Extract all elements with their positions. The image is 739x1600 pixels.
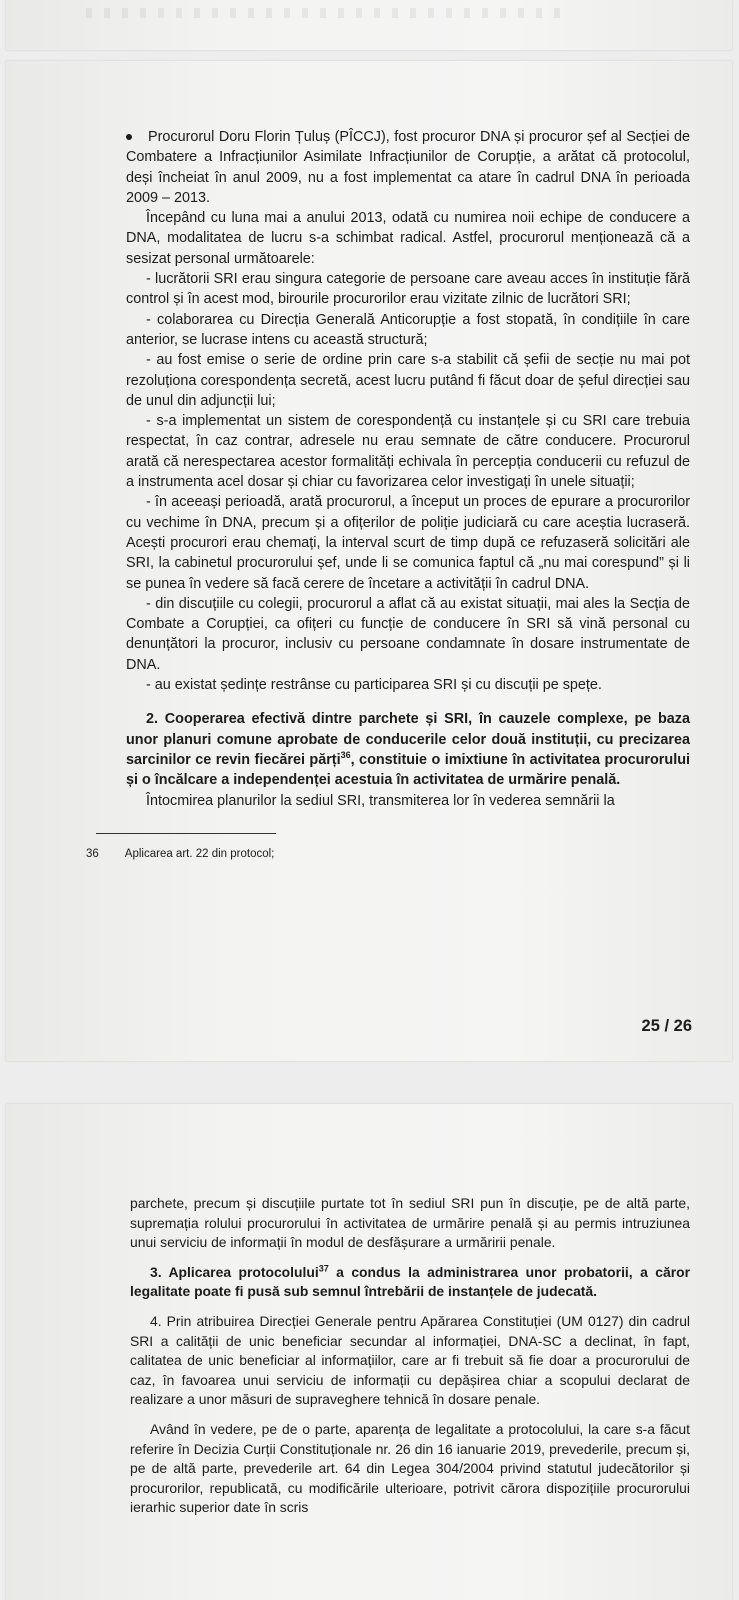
section-heading-3 [130, 1263, 690, 1302]
footnote-text: Aplicarea art. 22 din protocol; [124, 847, 275, 860]
heading-text: 2. Cooperarea efectivă dintre parchete și SRI, în cauzele complexe, pe baza unor planuri comune aprobate de conducerile celor două instituții, cu precizarea sarcinilor ce revin fiecărei părți [126, 711, 690, 768]
bullet-paragraph [126, 127, 690, 208]
bullet-dot-icon [126, 134, 132, 140]
paragraph: Având în vedere, pe de o parte, aparența de legalitate a protocolului, la care s-a făcut referire în Decizia Curții Constituționale nr. 26 din 16 ianuarie 2019, prevederile, precum și, pe de altă parte, prevederile art. 64 din Legea 304/2004 privind statutul judecătorilor și procurorilor, republicată, cu modificările ulterioare, potrivit cărora dispozițiile procurorului ierarhic superior date în scris [130, 1420, 690, 1516]
list-item: - din discuțiile cu colegii, procurorul a aflat că au existat situații, mai ales la Secția de Combate a Corupției, ca ofițeri cu funcție de conducere în SRI să vină personal cu denunțători la procuror, inclusiv cu persoane condamnate în dosare instrumentate de DNA. [126, 595, 690, 673]
previous-page-edge [6, 0, 732, 50]
paragraph: parchete, precum și discuțiile purtate tot în sediul SRI pun în discuție, pe de altă parte, supremația rolului procurorului în activitatea de urmărire penală și au permis intruziunea unui serviciu de informații în modul de desfășurare a urmăririi penale. [130, 1195, 690, 1251]
document-page-25 [6, 61, 732, 1061]
section-heading-2 [126, 709, 690, 790]
footnote [86, 844, 690, 864]
footnote-ref: 37 [318, 1263, 329, 1274]
heading-text: a condus la administrarea unor probatorii, a căror legalitate poate fi pusă sub semnul întrebării de instanțele de judecată. [130, 1263, 690, 1300]
page-body [130, 1194, 690, 1518]
paragraph: 4. Prin atribuirea Direcției Generale pentru Apărarea Constituției (UM 0127) din cadrul SRI a calității de unic beneficiar secundar al informației, DNA-SC a declinat, în fapt, calitatea de unic beneficiar al informațiilor, care ar fi trebuit să fie doar a procurorului de caz, în favoarea unui serviciu de informații cu depășirea chiar a scopului declarat de realizare a unor măsuri de supraveghere tehnică în dosare penale. [130, 1312, 690, 1408]
paragraph: Începând cu luna mai a anului 2013, odată cu numirea noii echipe de conducere a DNA, modalitatea de lucru s-a schimbat radical. Astfel, procurorul menționează că a sesizat personal următoarele: [126, 210, 690, 267]
list-item: - colaborarea cu Direcția Generală Anticorupție a fost stopată, în condițiile în care anterior, se lucrase intens cu această structură; [126, 311, 690, 348]
list-item: - au fost emise o serie de ordine prin care s-a stabilit că șefii de secție nu mai pot rezoluționa corespondența secretă, acest lucru putând fi făcut doar de șeful direcției sau de unul din adjuncții lui; [126, 352, 690, 409]
bullet-text: Procurorul Doru Florin Țuluș (PÎCCJ), fost procuror DNA și procuror șef al Secției de Combatere a Infracțiunilor Asimilate Infracțiunilor de Corupție, a arătat că protocolul, deși încheiat în anul 2009, nu a fost implementat ca atare în cadrul DNA în perioada 2009 – 2013. [126, 129, 690, 206]
list-item: - s-a implementat un sistem de corespondență cu instanțele și cu SRI care trebuia respectat, în caz contrar, adresele nu erau semnate de către conducere. Procurorul arată că nerespectarea acestor formalități echivala în percepția conducerii cu refuzul de a instrumenta acel dosar și chiar cu favorizarea celor investigați în unele situații; [126, 413, 690, 491]
heading-text: 3. Aplicarea protocolului [150, 1263, 319, 1280]
footnote-ref: 36 [340, 750, 351, 761]
list-item: - au existat ședințe restrânse cu participarea SRI și cu discuții pe spețe. [146, 677, 602, 694]
list-item: - lucrătorii SRI erau singura categorie de persoane care aveau acces în instituție fără control și în acest mod, birourile procurorilor erau vizitate zilnic de lucrători SRI; [126, 271, 690, 308]
heading-text: , constituie o imixtiune în activitatea procurorului și o încălcare a independenței acestuia în activitatea de urmărire penală. [126, 751, 690, 789]
footnote-divider [96, 833, 276, 834]
faded-text-remnant [86, 8, 566, 18]
list-item: - în aceeași perioadă, arată procurorul, a început un proces de epurare a procurorilor cu vechime în DNA, precum și a ofițerilor de poliție judiciară cu care aceștia lucraseră. Acești procurori erau chemați, la interval scurt de timp după ce refuzaseră solicitări ale SRI, la cabinetul procurorului șef, unde li se comunica faptul că „nu mai corespund” și li se punea în vedere să facă cerere de încetare a activității în cadrul DNA. [126, 494, 690, 592]
page-number: 25 / 26 [641, 1017, 692, 1035]
document-page-26 [6, 1104, 732, 1600]
page-body [86, 127, 690, 864]
paragraph: Întocmirea planurilor la sediul SRI, transmiterea lor în vederea semnării la [146, 792, 615, 809]
footnote-number: 36 [86, 847, 99, 860]
